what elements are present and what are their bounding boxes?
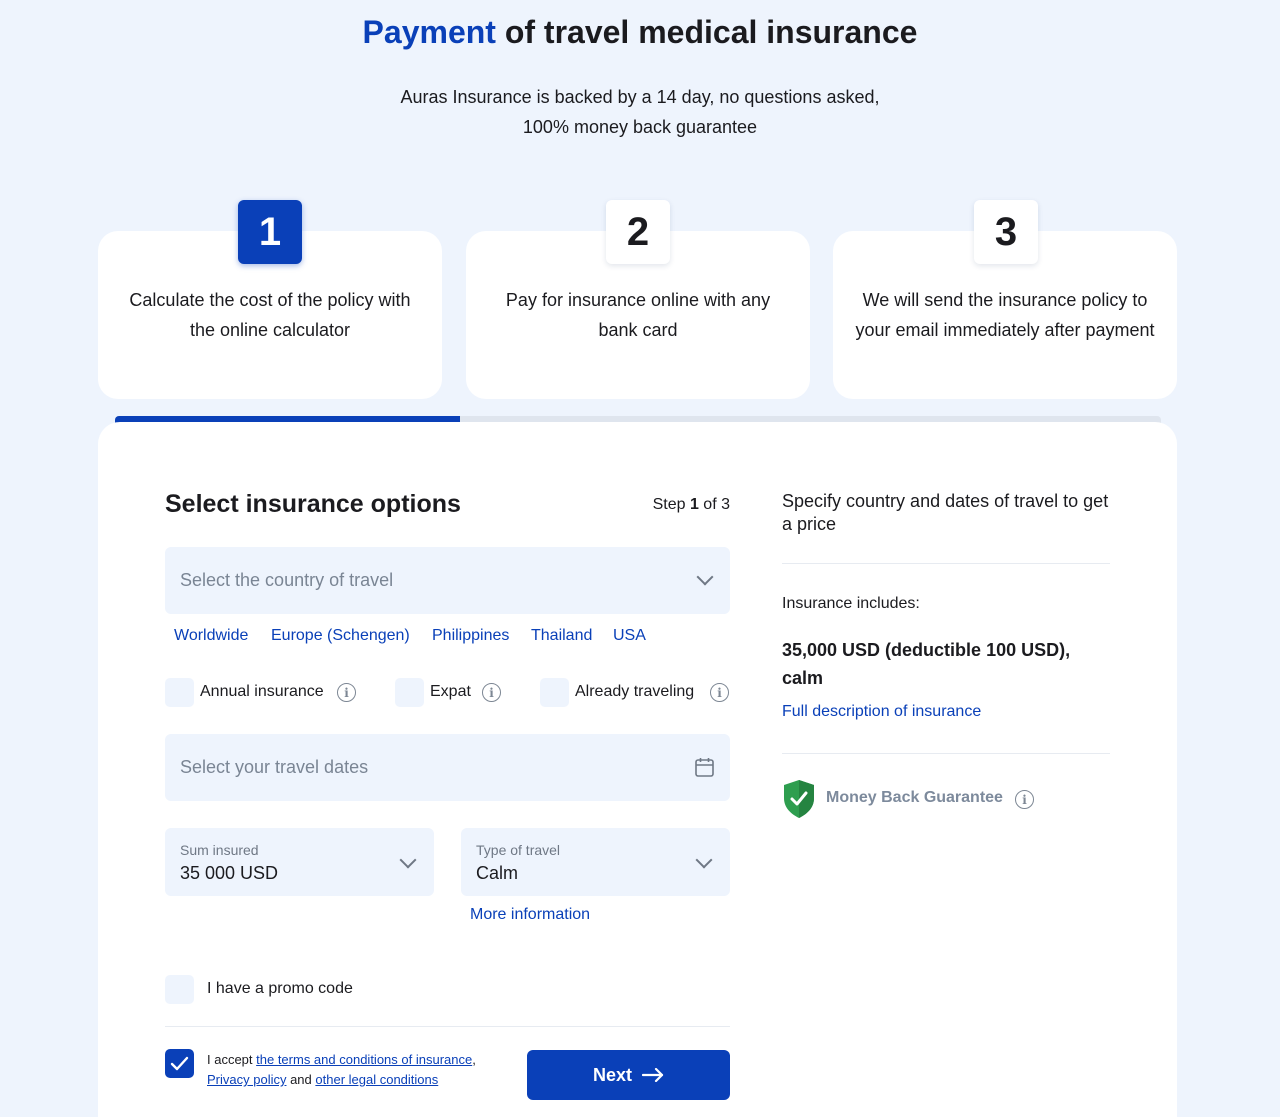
already-traveling-checkbox[interactable] bbox=[540, 678, 569, 707]
accept-terms-text bbox=[207, 1050, 507, 1090]
money-back-guarantee-label: Money Back Guarantee bbox=[826, 789, 1003, 806]
info-icon[interactable]: i bbox=[710, 683, 729, 702]
country-link-worldwide[interactable]: Worldwide bbox=[174, 627, 249, 644]
step-1-text: Calculate the cost of the policy with the online calculator bbox=[129, 290, 411, 340]
terms-link[interactable]: the terms and conditions of insurance bbox=[256, 1052, 473, 1067]
type-of-travel-select[interactable] bbox=[461, 828, 730, 896]
chevron-down-icon bbox=[697, 569, 714, 586]
step-2-text: Pay for insurance online with any bank card bbox=[505, 290, 771, 340]
page-title bbox=[0, 14, 1280, 51]
expat-label: Expat bbox=[430, 683, 471, 700]
calendar-icon bbox=[695, 757, 714, 777]
step-indicator-prefix: Step bbox=[652, 496, 690, 513]
sidebar-heading: Specify country and dates of travel to get a price bbox=[782, 491, 1109, 534]
shield-check-icon bbox=[782, 779, 816, 819]
chevron-down-icon bbox=[400, 852, 417, 869]
form-title: Select insurance options bbox=[165, 490, 461, 518]
arrow-right-icon bbox=[642, 1068, 664, 1082]
page-subtitle: Auras Insurance is backed by a 14 day, no questions asked, 100% money back guarantee bbox=[400, 87, 880, 137]
accept-terms-checkbox[interactable] bbox=[165, 1049, 194, 1078]
accept-prefix: I accept bbox=[207, 1052, 257, 1067]
step-3-number: 3 bbox=[974, 200, 1038, 264]
legal-conditions-link[interactable]: other legal conditions bbox=[315, 1072, 439, 1087]
sum-insured-label: Sum insured bbox=[180, 842, 259, 858]
step-2-number: 2 bbox=[606, 200, 670, 264]
form-divider bbox=[165, 1026, 730, 1027]
step-1-number: 1 bbox=[238, 200, 302, 264]
privacy-policy-link[interactable]: Privacy policy bbox=[207, 1072, 287, 1087]
travel-dates-placeholder: Select your travel dates bbox=[180, 757, 369, 777]
full-description-link[interactable]: Full description of insurance bbox=[782, 703, 982, 720]
accept-comma: , bbox=[472, 1052, 476, 1067]
accept-and: and bbox=[286, 1072, 316, 1087]
more-information-link[interactable]: More information bbox=[470, 906, 591, 923]
info-icon[interactable]: i bbox=[1015, 790, 1034, 809]
expat-checkbox[interactable] bbox=[395, 678, 424, 707]
country-link-usa[interactable]: USA bbox=[613, 627, 646, 644]
country-link-thailand[interactable]: Thailand bbox=[531, 627, 593, 644]
type-of-travel-label: Type of travel bbox=[476, 842, 561, 858]
country-link-europe[interactable]: Europe (Schengen) bbox=[271, 627, 410, 644]
sum-insured-select[interactable] bbox=[165, 828, 434, 896]
country-link-philippines[interactable]: Philippines bbox=[432, 627, 510, 644]
page-title-accent: Payment bbox=[362, 14, 496, 50]
next-button-label: Next bbox=[592, 1064, 632, 1085]
info-icon[interactable]: i bbox=[337, 683, 356, 702]
annual-insurance-label: Annual insurance bbox=[200, 683, 324, 700]
country-select[interactable] bbox=[165, 547, 730, 614]
already-traveling-label: Already traveling bbox=[575, 683, 695, 700]
chevron-down-icon bbox=[696, 852, 713, 869]
page-title-rest: of travel medical insurance bbox=[495, 14, 918, 50]
annual-insurance-checkbox[interactable] bbox=[165, 678, 194, 707]
sidebar-divider bbox=[782, 563, 1110, 564]
travel-dates-input[interactable] bbox=[165, 734, 730, 801]
step-3-text: We will send the insurance policy to your email immediately after payment bbox=[855, 290, 1155, 340]
insurance-includes-label: Insurance includes: bbox=[782, 595, 920, 612]
promo-code-label: I have a promo code bbox=[207, 980, 353, 997]
country-select-placeholder: Select the country of travel bbox=[180, 570, 394, 590]
next-button[interactable] bbox=[527, 1050, 730, 1100]
step-indicator-suffix: of 3 bbox=[698, 496, 730, 513]
sidebar-divider bbox=[782, 753, 1110, 754]
info-icon[interactable]: i bbox=[482, 683, 501, 702]
step-indicator bbox=[620, 496, 730, 514]
sum-insured-value: 35 000 USD bbox=[180, 863, 279, 883]
type-of-travel-value: Calm bbox=[476, 863, 519, 883]
checkmark-icon bbox=[170, 1056, 189, 1071]
insurance-includes-value: 35,000 USD (deductible 100 USD), calm bbox=[782, 640, 1071, 688]
step-indicator-current: 1 bbox=[689, 496, 699, 513]
promo-code-checkbox[interactable] bbox=[165, 975, 194, 1004]
